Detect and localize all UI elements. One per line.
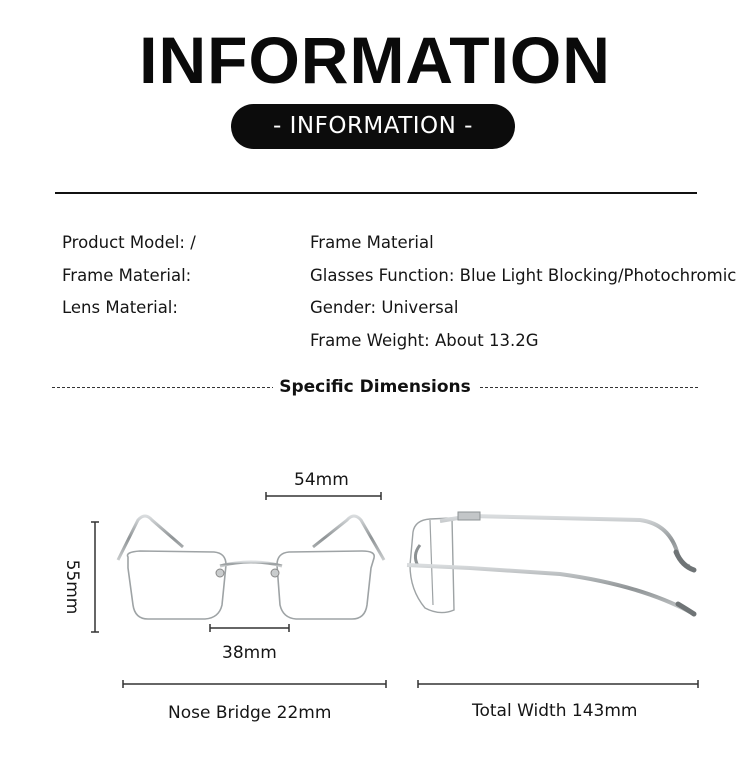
- spec-frame-material: Frame Material:: [62, 266, 192, 285]
- dim-bridge-gap: 38mm: [222, 643, 277, 663]
- spec-product-model: Product Model: /: [62, 233, 196, 252]
- dim-total-width: Total Width 143mm: [472, 701, 638, 721]
- front-view-glasses: [116, 516, 386, 619]
- spec-frame-weight: Frame Weight: About 13.2G: [310, 331, 539, 350]
- spec-lens-material: Lens Material:: [62, 298, 178, 317]
- spec-frame-material-2: Frame Material: [310, 233, 434, 252]
- dim-lens-height: 55mm: [62, 559, 82, 615]
- dim-lens-width: 54mm: [294, 470, 349, 490]
- spec-gender: Gender: Universal: [310, 298, 459, 317]
- section-pill: - INFORMATION -: [231, 104, 515, 149]
- page-title: INFORMATION: [139, 23, 611, 97]
- side-view-glasses: [407, 512, 694, 614]
- dim-nose-bridge: Nose Bridge 22mm: [168, 703, 332, 723]
- section-title: Specific Dimensions: [0, 376, 750, 398]
- spec-glasses-function: Glasses Function: Blue Light Blocking/Photochromic: [310, 266, 737, 285]
- dimension-lines: [91, 492, 698, 688]
